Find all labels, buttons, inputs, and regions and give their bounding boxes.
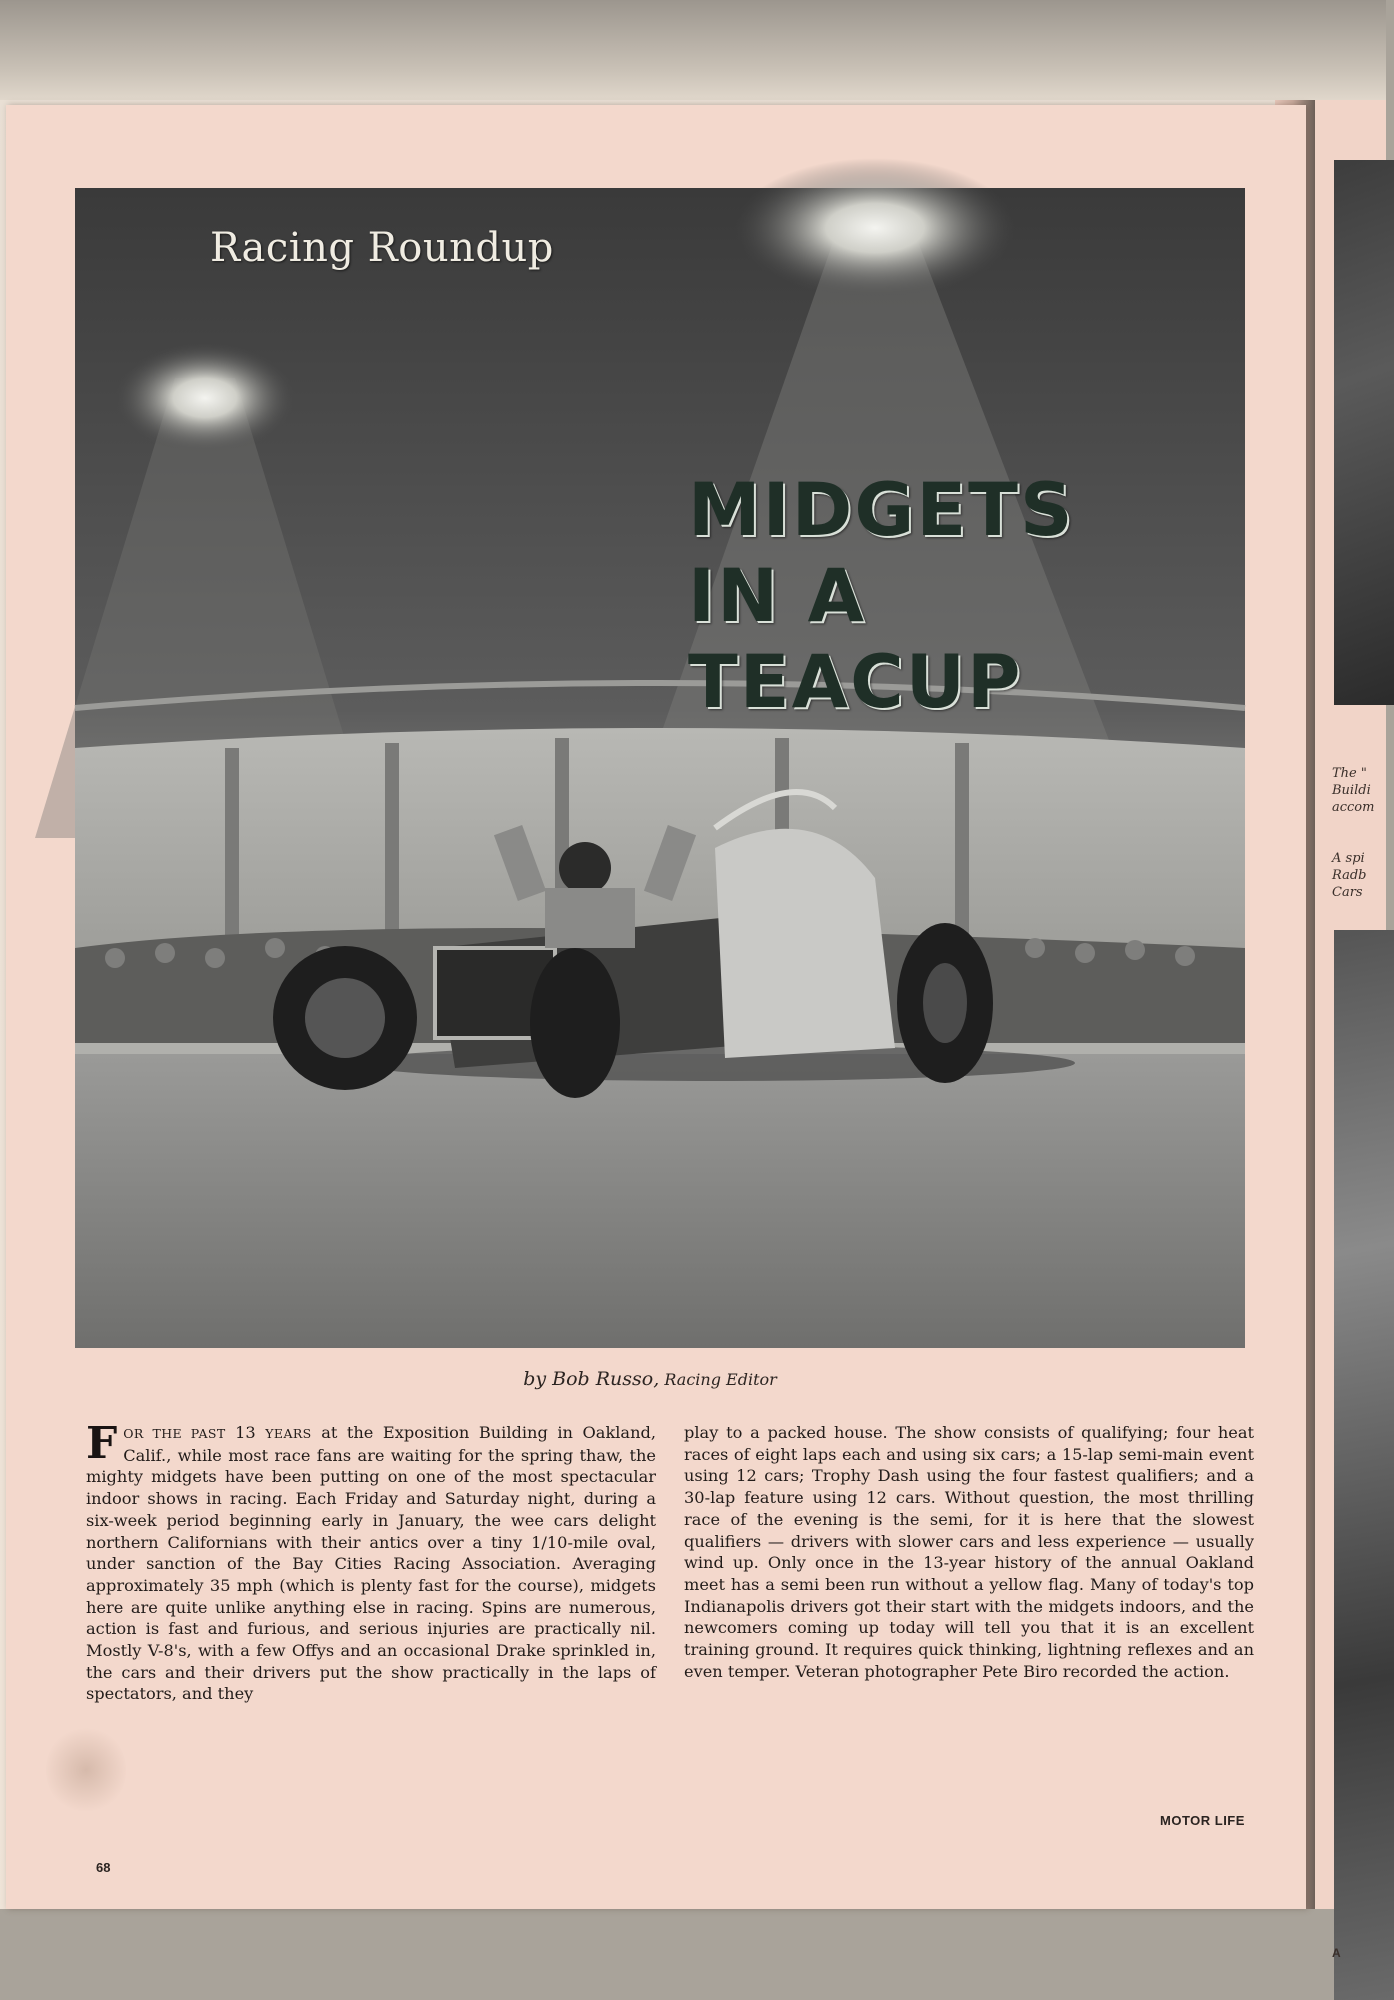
magazine-name: MOTOR LIFE [1160, 1813, 1245, 1828]
race-photo [75, 188, 1245, 1348]
facing-photo-bottom [1334, 930, 1394, 2000]
race-photo-illustration [75, 188, 1245, 1348]
facing-caption-1 [1332, 765, 1374, 816]
section-title: Racing Roundup [210, 225, 554, 271]
headline-line: TEACUP [688, 640, 1023, 725]
facing-caption-1-line: accom [1332, 800, 1375, 815]
facing-caption-2-line: A spi [1332, 851, 1365, 866]
fingerprint-stain [46, 1725, 126, 1815]
lead-in: OR THE PAST [123, 1426, 226, 1441]
page-number: 68 [96, 1860, 111, 1875]
article-paragraph [86, 1418, 657, 1705]
facing-caption-2-line: Cars [1332, 885, 1363, 900]
headline-line: MIDGETS [688, 468, 1075, 553]
scan-top-edge [0, 0, 1386, 100]
facing-footer-fragment: A [1332, 1946, 1341, 1960]
facing-photo-top [1334, 160, 1394, 705]
facing-page [1312, 100, 1386, 1960]
drop-cap: F [86, 1418, 118, 1469]
facing-caption-2 [1332, 850, 1366, 901]
byline [0, 1368, 1300, 1390]
lead-in-2: YEARS [265, 1426, 312, 1441]
article-column-2 [684, 1422, 1254, 1682]
headline [688, 468, 1075, 726]
facing-caption-1-line: Buildi [1332, 783, 1371, 798]
headline-line: IN A [688, 554, 867, 639]
column-1-text: at the Exposition Building in Oakland, Calif., while most race fans are waiting for the spring thaw, the mighty midgets have been putting on one of the most spectacular indoor shows in racing. Each Friday and Saturday night, during a six-week period beginning early in January, the wee cars delight northern Californians with their antics over a tiny 1/10-mile oval, under sanction of the Bay Cities Racing Association. Averaging approximately 35 mph (which is plenty fast for the course), midgets here are quite unlike anything else in racing. Spins are numerous, action is fast and furious, and serious injuries are practically nil. Mostly V-8's, with a few Offys and an occasional Drake sprinkled in, the cars and their drivers put the show practically in the laps of spectators, and they [86, 1423, 657, 1704]
byline-role: Racing Editor [664, 1370, 777, 1389]
byline-author: by Bob Russo, [523, 1368, 660, 1390]
facing-caption-1-line: The " [1332, 766, 1367, 781]
article-column-1 [86, 1418, 657, 1705]
column-2-text: play to a packed house. The show consists of qualifying; four heat races of eight laps each and using six cars; a 15-lap semi-main event using 12 cars; Trophy Dash using the four fastest qualifiers; and a 30-lap feature using 12 cars. Without question, the most thrilling race of the evening is the semi, for it is here that the slowest qualifiers — drivers with slower cars and less experience — usually wind up. Only once in the 13-year history of the annual Oakland meet has a semi been run without a yellow flag. Many of today's top Indianapolis drivers got their start with the midgets indoors, and the newcomers coming up today will tell you that it is an excellent training ground. It requires quick thinking, lightning reflexes and an even temper. Veteran photographer Pete Biro recorded the action. [684, 1423, 1254, 1681]
lead-in-number: 13 [225, 1423, 266, 1442]
facing-caption-2-line: Radb [1332, 868, 1367, 883]
